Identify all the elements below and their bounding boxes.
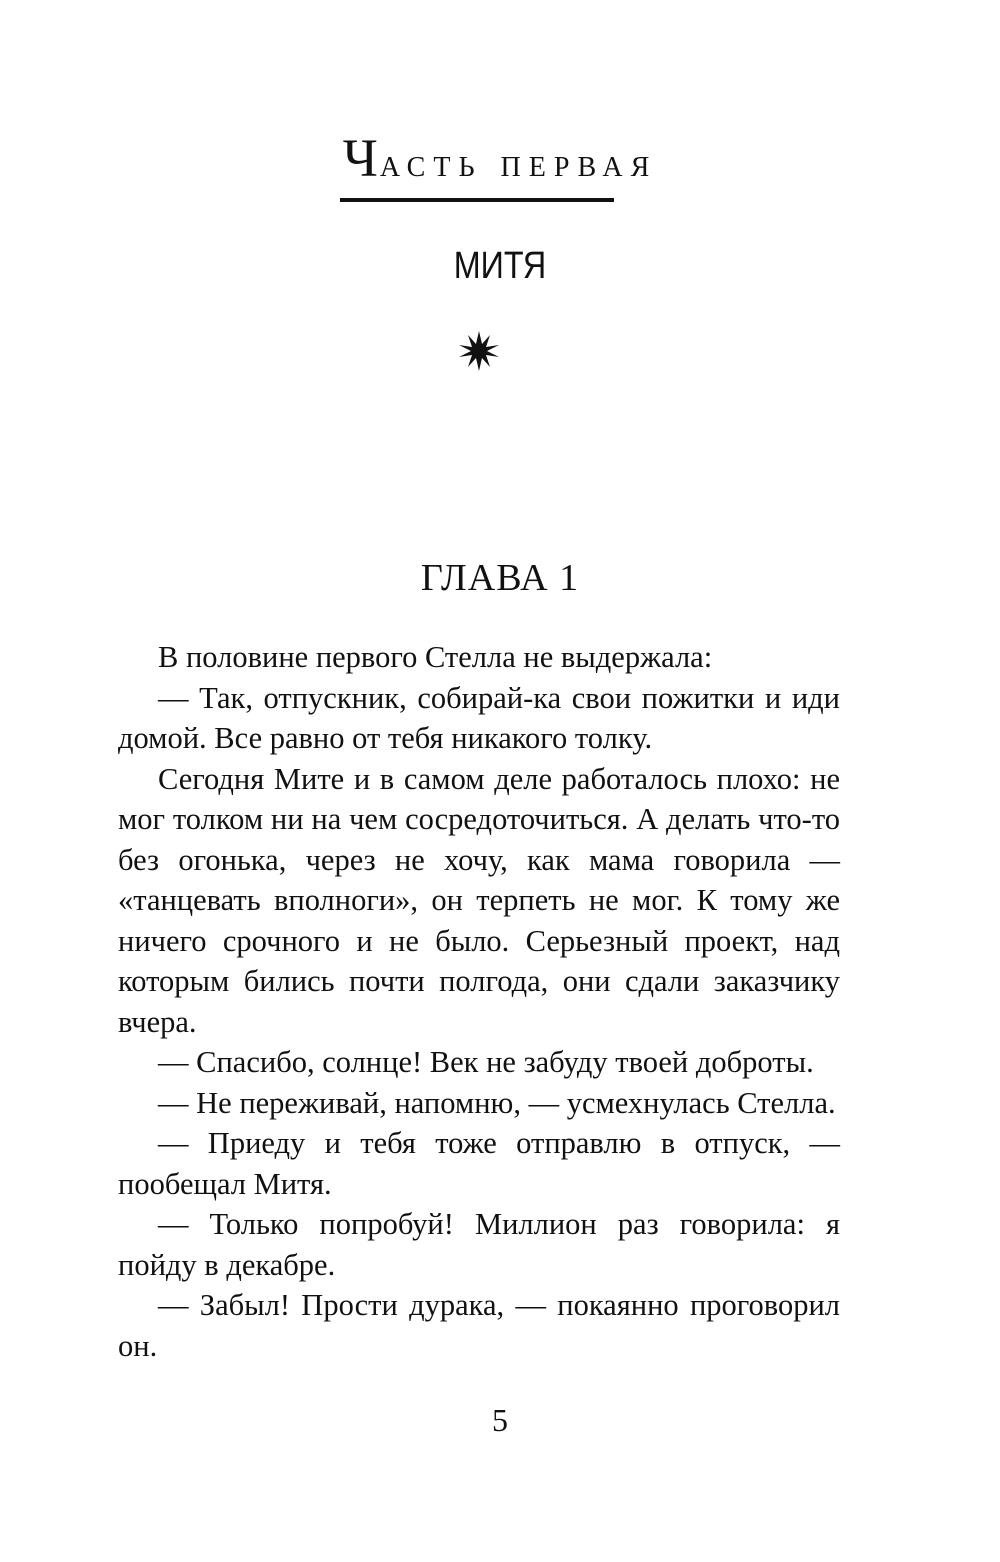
paragraph: — Приеду и тебя тоже отправлю в отпуск, — пообещал Митя. [118, 1126, 840, 1201]
part-name: МИТЯ [453, 245, 547, 287]
paragraph: — Забыл! Прости дурака, — покаянно проговорил он. [118, 1288, 840, 1363]
part-title-rest: асть первая [379, 140, 658, 185]
paragraph: Сегодня Мите и в самом деле работалось плохо: не мог толком ни на чем сосредоточиться. А делать что-то без огонька, через не хочу, как мама говорила — «танцевать вполноги», он терпеть не мог. К тому же ничего срочного и не было. Серьезный проект, над которым бились почти полгода, они сдали заказчику вчера. [118, 761, 840, 1039]
star-ornament-icon [458, 330, 500, 372]
paragraph: — Только попробуй! Миллион раз говорила: я пойду в декабре. [118, 1207, 840, 1282]
chapter-title: ГЛАВА 1 [420, 557, 580, 599]
paragraph: — Не переживай, напомню, — усмехнулась Стелла. [158, 1085, 836, 1120]
page-number: 5 [492, 1402, 508, 1438]
part-title-initial: Ч [342, 128, 380, 188]
body-text [118, 637, 840, 1366]
paragraph: В половине первого Стелла не выдержала: [158, 640, 713, 674]
part-title-rule [340, 198, 614, 202]
part-title [0, 128, 1000, 193]
paragraph: — Спасибо, солнце! Век не забуду твоей доброты. [158, 1045, 814, 1079]
paragraph: — Так, отпускник, собирай-ка свои пожитки и иди домой. Все равно от тебя никакого толку. [118, 680, 840, 755]
